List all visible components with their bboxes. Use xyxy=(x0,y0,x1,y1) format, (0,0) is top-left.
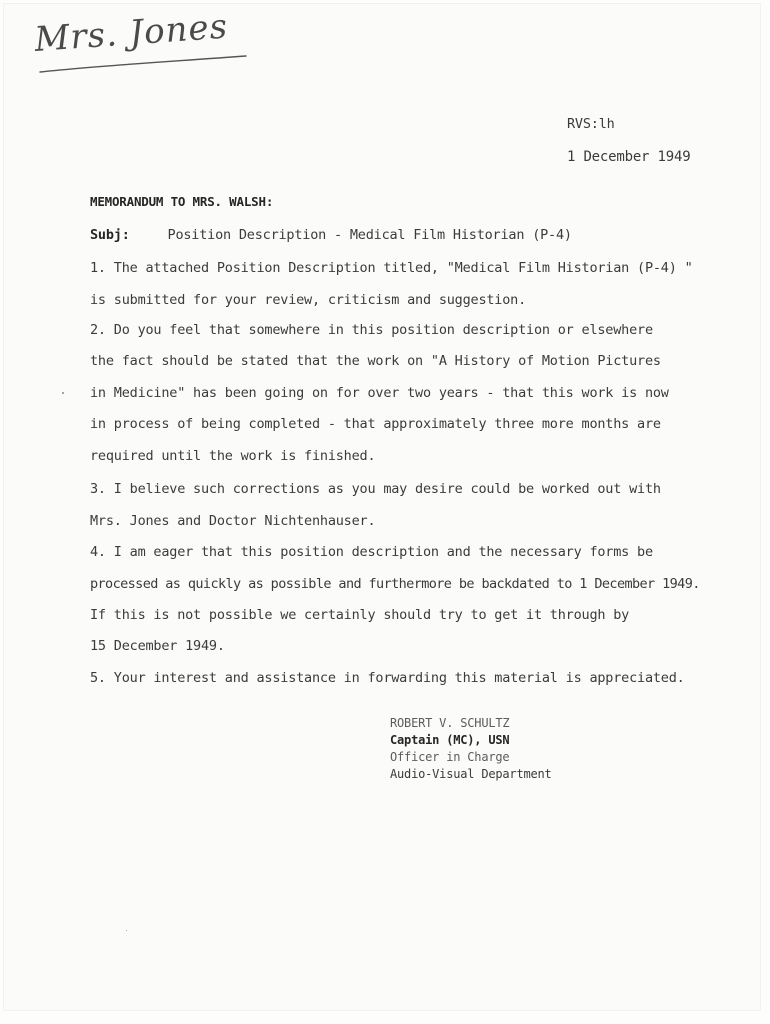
body-line: 5. Your interest and assistance in forwarding this material is appreciated. xyxy=(90,670,685,686)
handwritten-note xyxy=(33,6,274,80)
scan-speck xyxy=(62,392,64,394)
body-line: processed as quickly as possible and furthermore be backdated to 1 December 1949. xyxy=(90,576,700,592)
subject-label: Subj: xyxy=(90,227,130,243)
body-line: 1. The attached Position Description titled, "Medical Film Historian (P-4) " xyxy=(90,260,693,276)
reference-initials: RVS:lh xyxy=(567,116,615,132)
body-line: 2. Do you feel that somewhere in this position description or elsewhere xyxy=(90,322,653,338)
signature-name: ROBERT V. SCHULTZ xyxy=(390,716,510,730)
body-line: If this is not possible we certainly should try to get it through by xyxy=(90,607,630,623)
scan-speck xyxy=(126,930,127,931)
signature-title: Officer in Charge xyxy=(390,750,510,764)
body-line: is submitted for your review, criticism and suggestion. xyxy=(90,292,527,308)
body-line: in Medicine" has been going on for over two years - that this work is now xyxy=(90,385,669,401)
body-line: the fact should be stated that the work on "A History of Motion Pictures xyxy=(90,353,661,369)
subject-line xyxy=(90,229,572,243)
handwritten-note-text: Mrs. Jones xyxy=(33,6,230,60)
body-line: 4. I am eager that this position description and the necessary forms be xyxy=(90,544,653,560)
body-line: 15 December 1949. xyxy=(90,638,225,654)
body-line: Mrs. Jones and Doctor Nichtenhauser. xyxy=(90,513,376,529)
body-line: required until the work is finished. xyxy=(90,448,376,464)
signature-department: Audio-Visual Department xyxy=(390,767,552,781)
body-line: 3. I believe such corrections as you may desire could be worked out with xyxy=(90,481,661,497)
paper-sheet xyxy=(4,4,760,1010)
handwritten-underline xyxy=(34,16,274,80)
memo-date: 1 December 1949 xyxy=(567,149,691,165)
subject-text: Position Description - Medical Film Historian (P-4) xyxy=(167,227,572,243)
memo-addressee: MEMORANDUM TO MRS. WALSH: xyxy=(90,194,274,209)
body-line: in process of being completed - that approximately three more months are xyxy=(90,416,661,432)
signature-rank: Captain (MC), USN xyxy=(390,733,510,747)
